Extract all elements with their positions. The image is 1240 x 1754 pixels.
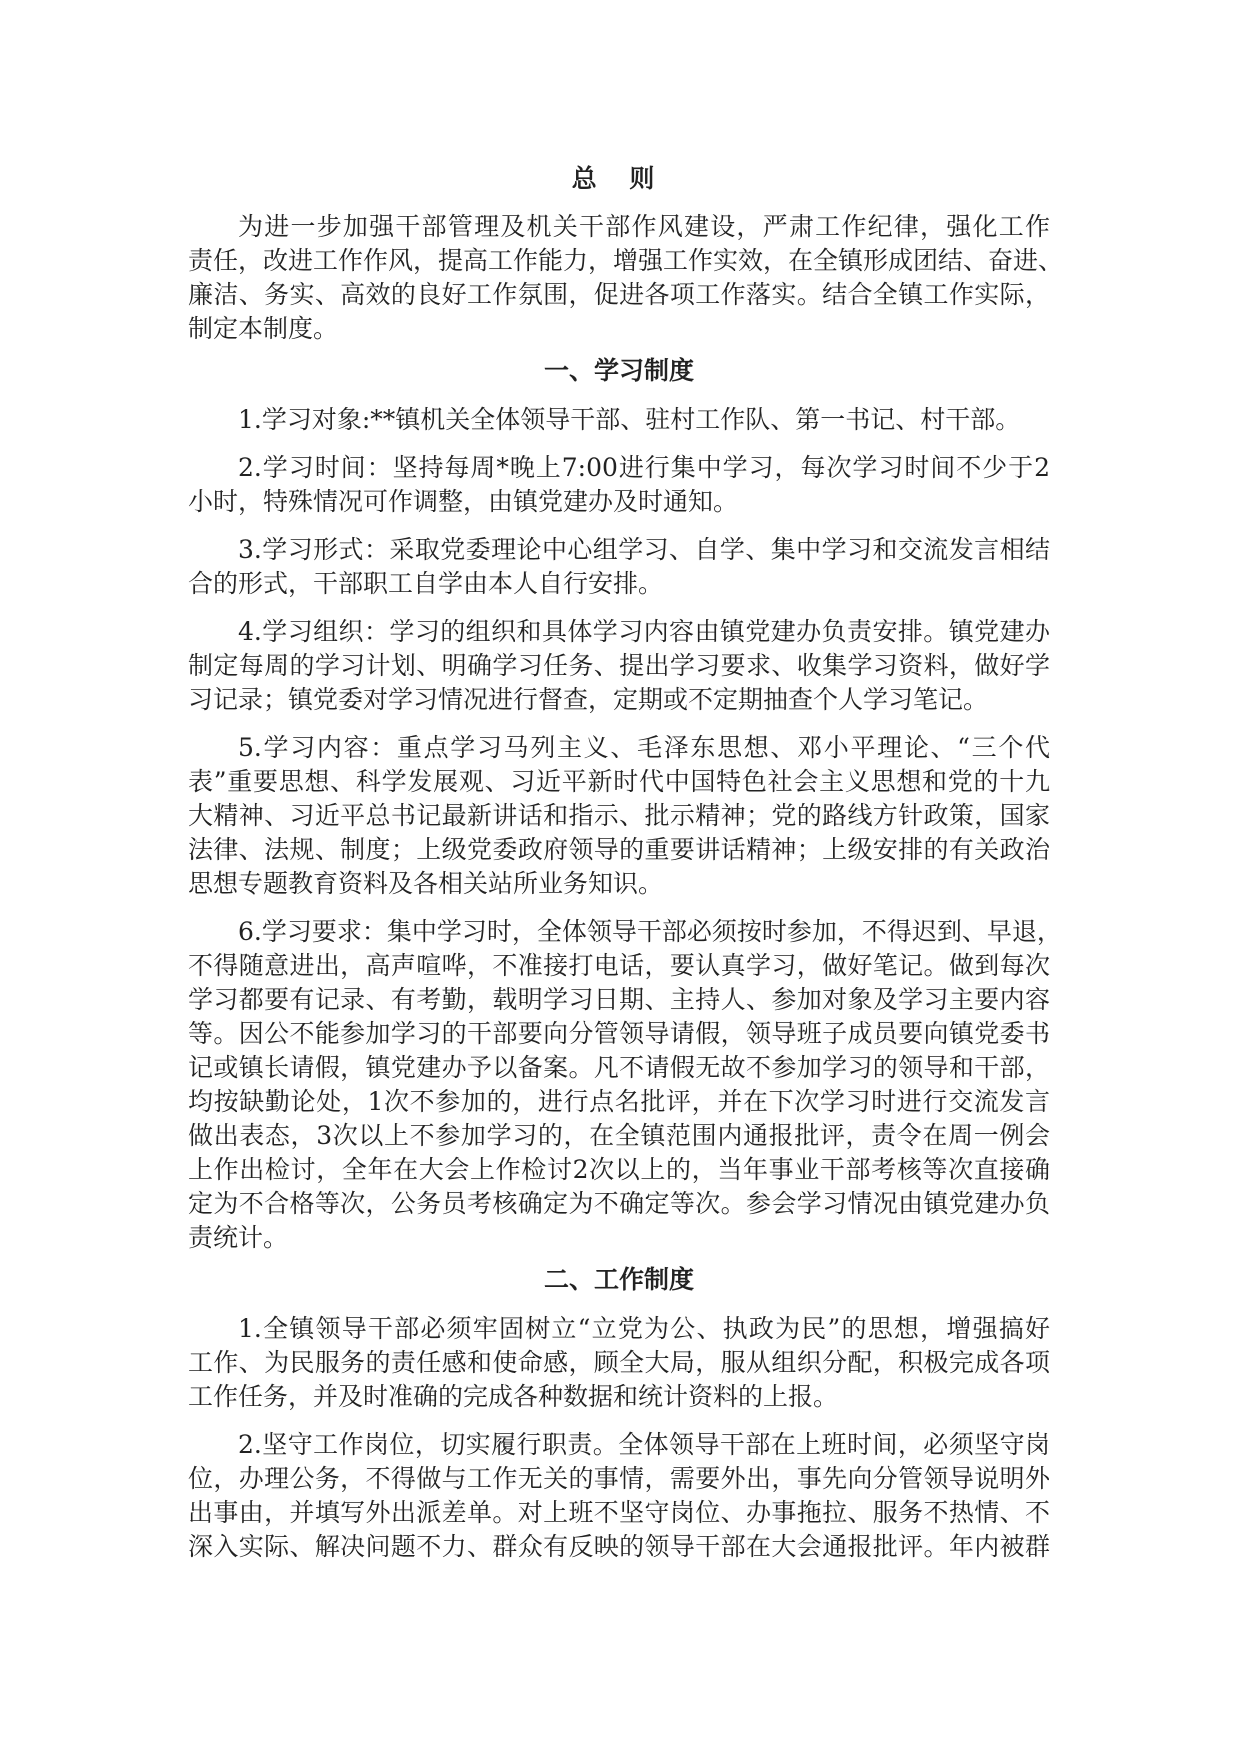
paragraph-line: 责统计。 <box>188 1223 289 1252</box>
paragraph-line: 出事由，并填写外出派差单。对上班不坚守岗位、办事拖拉、服务不热情、不 <box>188 1498 1050 1527</box>
paragraph <box>188 1428 1050 1564</box>
paragraph-line: 2.坚守工作岗位，切实履行职责。全体领导干部在上班时间，必须坚守岗 <box>238 1430 1050 1459</box>
paragraph-line: 上作出检讨，全年在大会上作检讨2次以上的，当年事业干部考核等次直接确 <box>188 1155 1050 1184</box>
document-page <box>188 162 1064 1564</box>
paragraph-line: 学习都要有记录、有考勤，载明学习日期、主持人、参加对象及学习主要内容 <box>188 985 1050 1014</box>
paragraph <box>188 533 1050 601</box>
paragraph-line: 习记录；镇党委对学习情况进行督查，定期或不定期抽查个人学习笔记。 <box>188 685 989 714</box>
section-heading: 二、工作制度 <box>543 1265 694 1294</box>
paragraph-line: 为进一步加强干部管理及机关干部作风建设，严肃工作纪律，强化工作 <box>238 212 1050 241</box>
paragraph-line: 工作、为民服务的责任感和使命感，顾全大局，服从组织分配，积极完成各项 <box>188 1348 1050 1377</box>
paragraph <box>188 403 1050 437</box>
section-heading: 一、学习制度 <box>543 356 694 385</box>
paragraph-line: 1.全镇领导干部必须牢固树立“立党为公、执政为民”的思想，增强搞好 <box>238 1314 1050 1343</box>
paragraph-line: 小时，特殊情况可作调整，由镇党建办及时通知。 <box>188 487 739 516</box>
paragraph-line: 制定本制度。 <box>188 314 339 343</box>
paragraph-line: 4.学习组织：学习的组织和具体学习内容由镇党建办负责安排。镇党建办 <box>238 617 1050 646</box>
paragraph-line: 不得随意进出，高声喧哗，不准接打电话，要认真学习，做好笔记。做到每次 <box>188 951 1050 980</box>
paragraph-line: 表”重要思想、科学发展观、习近平新时代中国特色社会主义思想和党的十九 <box>188 767 1050 796</box>
paragraph-line: 责任，改进工作作风，提高工作能力，增强工作实效，在全镇形成团结、奋进、 <box>188 246 1064 275</box>
paragraph-line: 法律、法规、制度；上级党委政府领导的重要讲话精神；上级安排的有关政治 <box>188 835 1050 864</box>
paragraph-line: 1.学习对象:**镇机关全体领导干部、驻村工作队、第一书记、村干部。 <box>238 405 1021 434</box>
paragraph-line: 廉洁、务实、高效的良好工作氛围，促进各项工作落实。结合全镇工作实际， <box>188 280 1050 309</box>
paragraph-line: 均按缺勤论处，1次不参加的，进行点名批评，并在下次学习时进行交流发言 <box>188 1087 1050 1116</box>
paragraph-line: 制定每周的学习计划、明确学习任务、提出学习要求、收集学习资料，做好学 <box>188 651 1050 680</box>
paragraph-line: 定为不合格等次，公务员考核确定为不确定等次。参会学习情况由镇党建办负 <box>188 1189 1050 1218</box>
paragraph-line: 思想专题教育资料及各相关站所业务知识。 <box>188 869 664 898</box>
document-title: 总 则 <box>571 164 667 193</box>
paragraph-line: 等。因公不能参加学习的干部要向分管领导请假，领导班子成员要向镇党委书 <box>188 1019 1050 1048</box>
paragraph-line: 深入实际、解决问题不力、群众有反映的领导干部在大会通报批评。年内被群 <box>188 1532 1050 1561</box>
paragraph-line: 记或镇长请假，镇党建办予以备案。凡不请假无故不参加学习的领导和干部， <box>188 1053 1050 1082</box>
paragraph-line: 2.学习时间：坚持每周*晚上7:00进行集中学习，每次学习时间不少于2 <box>238 453 1050 482</box>
paragraph <box>188 731 1050 901</box>
paragraph-line: 5.学习内容：重点学习马列主义、毛泽东思想、邓小平理论、“三个代 <box>238 733 1050 762</box>
paragraph-line: 做出表态，3次以上不参加学习的，在全镇范围内通报批评，责令在周一例会 <box>188 1121 1050 1150</box>
paragraph-line: 位，办理公务，不得做与工作无关的事情，需要外出，事先向分管领导说明外 <box>188 1464 1050 1493</box>
paragraph-line: 工作任务，并及时准确的完成各种数据和统计资料的上报。 <box>188 1382 839 1411</box>
paragraph <box>188 1312 1050 1414</box>
paragraph-line: 合的形式，干部职工自学由本人自行安排。 <box>188 569 664 598</box>
paragraph-line: 6.学习要求：集中学习时，全体领导干部必须按时参加，不得迟到、早退， <box>238 917 1062 946</box>
paragraph-line: 大精神、习近平总书记最新讲话和指示、批示精神；党的路线方针政策，国家 <box>188 801 1050 830</box>
paragraph <box>188 915 1062 1255</box>
paragraph <box>188 451 1050 519</box>
sections <box>188 354 1062 1564</box>
intro-paragraph <box>188 210 1064 346</box>
paragraph-line: 3.学习形式：采取党委理论中心组学习、自学、集中学习和交流发言相结 <box>238 535 1050 564</box>
paragraph <box>188 615 1050 717</box>
